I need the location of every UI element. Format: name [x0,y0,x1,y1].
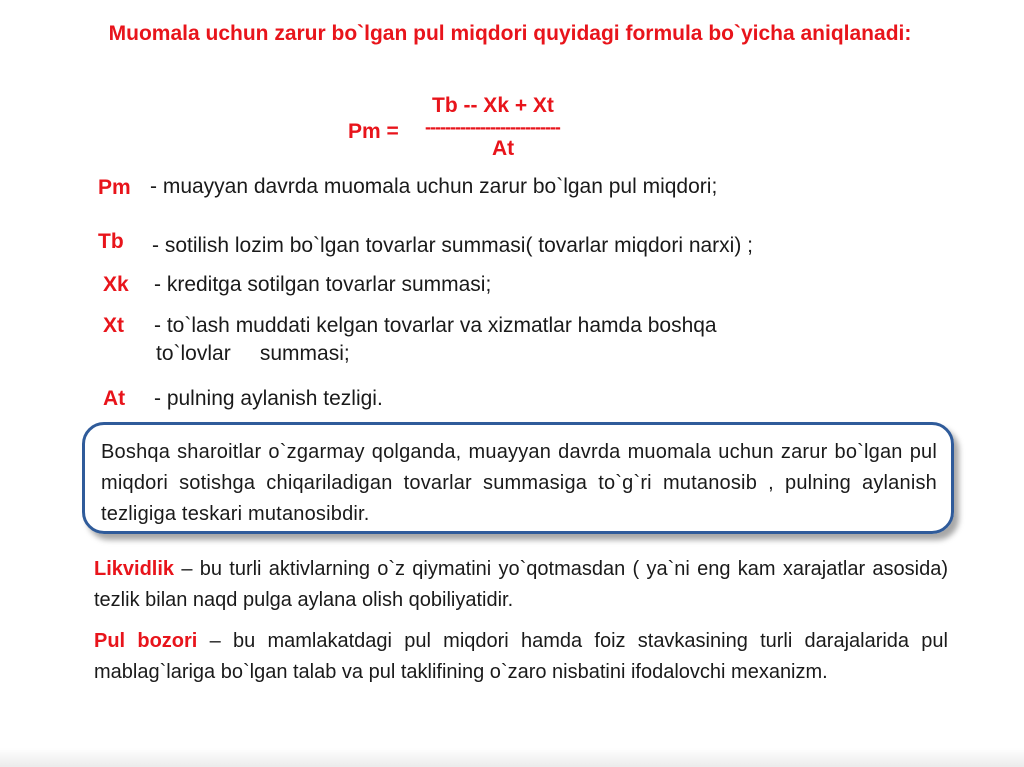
money-market-paragraph [94,626,948,688]
money-market-term: Pul bozori [94,630,198,652]
def-text-xk: - kreditga sotilgan tovarlar summasi; [154,273,492,296]
page-title: Muomala uchun zarur bo`lgan pul miqdori quyidagi formula bo`yicha aniqlanadi: [108,22,912,45]
def-symbol-tb: Tb [98,230,124,253]
liquidity-text: – bu turli aktivlarning o`z qiymatini yo`qotmasdan ( ya`ni eng kam xarajatlar asosida) tezlik bilan naqd pulga aylana olish qobiliyatidir. [94,558,948,611]
def-text-xt-line1: - to`lash muddati kelgan tovarlar va xizmatlar hamda boshqa [154,314,717,337]
highlight-note-text: Boshqa sharoitlar o`zgarmay qolganda, muayyan davrda muomala uchun zarur bo`lgan pul miqdori sotishga chiqariladigan tovarlar summasiga to`g`ri mutanosib , pulning aylanish tezligiga teskari mutanosibdir. [101,441,937,525]
money-market-text: – bu mamlakatdagi pul miqdori hamda foiz stavkasining turli darajalarida pul mablag`lariga bo`lgan talab va pul taklifining o`zaro nisbatini ifodalovchi mexanizm. [94,630,948,683]
formula-fraction-line: --------------------------- [425,117,560,137]
def-text-pm: - muayyan davrda muomala uchun zarur bo`lgan pul miqdori; [150,175,718,198]
def-text-at: - pulning aylanish tezligi. [154,387,383,410]
def-symbol-xt: Xt [103,314,124,337]
formula-denominator: At [492,137,515,160]
highlight-note-box [82,422,954,534]
bottom-shadow [0,748,1024,767]
def-text-xt-line2: to`lovlar summasi; [156,342,350,365]
def-symbol-pm: Pm [98,176,131,199]
def-symbol-at: At [103,387,126,410]
formula-numerator: Tb -- Xk + Xt [432,94,554,117]
def-text-tb: - sotilish lozim bo`lgan tovarlar summasi( tovarlar miqdori narxi) ; [152,234,754,257]
def-symbol-xk: Xk [103,273,129,296]
formula-lhs: Pm = [348,120,399,143]
liquidity-term: Likvidlik [94,558,175,580]
liquidity-paragraph [94,554,948,616]
